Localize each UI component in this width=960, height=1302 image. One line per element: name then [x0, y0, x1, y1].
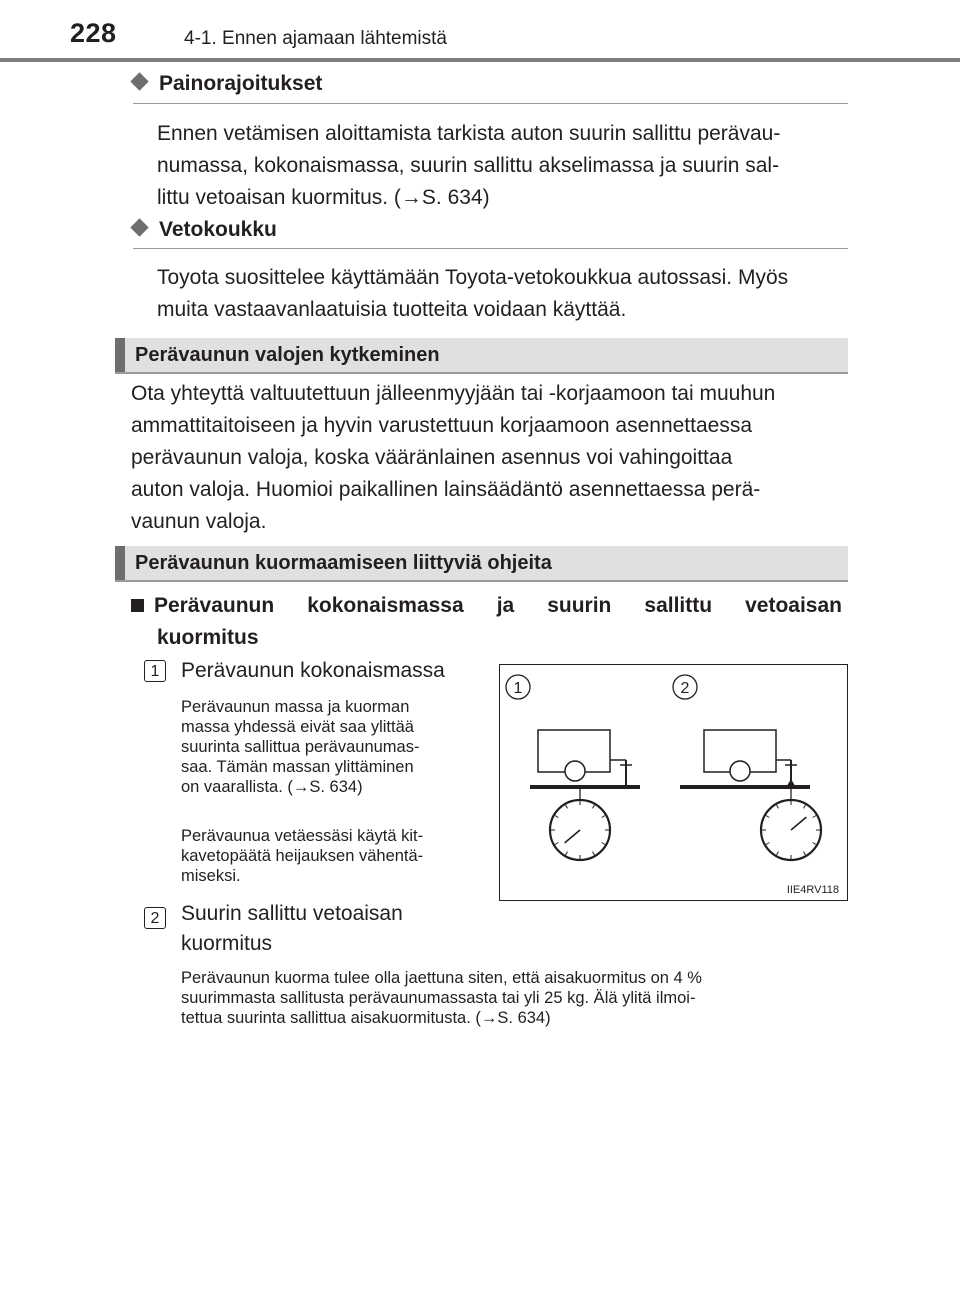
- trailer-1-diagram: [530, 730, 640, 860]
- text-line: muita vastaavanlaatuisia tuotteita voidaan käyttää.: [157, 298, 627, 321]
- towbar-heading: [133, 218, 277, 242]
- lights-section-rule: [115, 372, 848, 374]
- text-line: auton valoja. Huomioi paikallinen lainsäädäntö asennettaessa perä-: [131, 478, 761, 501]
- text-line: perävaunun valoja, koska vääränlainen asennus voi vahingoittaa: [131, 446, 733, 469]
- page-number: 228: [70, 18, 117, 48]
- trailer-2-diagram: [680, 730, 821, 860]
- towbar-heading-text: Vetokoukku: [159, 218, 277, 241]
- trailer-2-coupling-weight: [785, 779, 797, 789]
- item-1-title: Perävaunun kokonaismassa: [181, 659, 445, 682]
- diamond-bullet-icon: [130, 72, 148, 90]
- loading-section-title: Perävaunun kuormaamiseen liittyviä ohjeita: [115, 546, 848, 580]
- text-line: kuormitus: [181, 932, 273, 955]
- text-line: vaunun valoja.: [131, 510, 267, 533]
- text-line: suurinta sallittua perävaunumas-: [181, 738, 420, 756]
- heading-word: kokonaismassa: [307, 594, 464, 617]
- text-line: Ennen vetämisen aloittamista tarkista auton suurin sallittu perävau-: [157, 122, 781, 145]
- heading-word: suurin: [547, 594, 612, 617]
- text-line: numassa, kokonaismassa, suurin sallittu akselimassa ja suurin sal-: [157, 154, 780, 177]
- trailer-weight-figure: [499, 664, 848, 901]
- text-line: Perävaunun massa ja kuorman: [181, 698, 410, 716]
- text-line: saa. Tämän massan ylittäminen: [181, 758, 414, 776]
- item-2-title: [181, 899, 403, 959]
- lights-section-title: Perävaunun valojen kytkeminen: [115, 338, 848, 372]
- text-line: Suurin sallittu vetoaisan: [181, 902, 403, 925]
- lights-section-body: [131, 378, 842, 538]
- callout-2-label: 2: [680, 680, 690, 697]
- block-heading-first-word: [131, 590, 274, 622]
- diamond-bullet-icon: [130, 218, 148, 236]
- item-1-number-badge: 1: [144, 660, 166, 682]
- text-line: tettua suurinta sallittua aisakuormitusta. (→S. 634): [181, 1009, 551, 1027]
- callout-1-label: 1: [513, 680, 523, 697]
- square-bullet-icon: [131, 599, 144, 612]
- text-line: Ota yhteyttä valtuutettuun jälleenmyyjään tai -korjaamoon tai muuhun: [131, 382, 776, 405]
- text-line: kavetopäätä heijauksen vähentä-: [181, 847, 424, 865]
- item-2-number-badge: 2: [144, 907, 166, 929]
- text-line: Perävaunua vetäessäsi käytä kit-: [181, 827, 424, 845]
- item-2-description: [181, 968, 841, 1028]
- item-1-description: [181, 697, 463, 797]
- heading-word: ja: [496, 594, 515, 617]
- text-line: littu vetoaisan kuormitus. (→S. 634): [157, 186, 490, 209]
- trailer-1-wheel: [565, 761, 585, 781]
- trailer-2-wheel: [730, 761, 750, 781]
- text-line: Toyota suosittelee käyttämään Toyota-vetokoukkua autossasi. Myös: [157, 266, 789, 289]
- loading-section-rule: [115, 580, 848, 582]
- text-line: ammattitaitoiseen ja hyvin varustettuun korjaamoon asennettaessa: [131, 414, 753, 437]
- text-line: on vaarallista. (→S. 634): [181, 778, 363, 796]
- heading-word: vetoaisan: [745, 594, 842, 617]
- heading-word: Perävaunun: [154, 594, 275, 617]
- figure-code: IIE4RV118: [786, 884, 839, 896]
- block-heading: [131, 590, 842, 654]
- heading-word: sallittu: [644, 594, 713, 617]
- block-heading-line1: [131, 590, 842, 622]
- towbar-rule: [133, 248, 848, 249]
- text-line: suurimmasta sallitusta perävaunumassasta tai yli 25 kg. Älä ylitä ilmoi-: [181, 989, 696, 1007]
- towbar-body: [157, 262, 840, 326]
- section-breadcrumb: 4-1. Ennen ajamaan lähtemistä: [184, 28, 447, 49]
- header-rule: [0, 58, 960, 62]
- weight-limits-rule: [133, 103, 848, 104]
- trailer-weight-illustration: [500, 665, 847, 900]
- weight-limits-heading-text: Painorajoitukset: [159, 72, 323, 95]
- text-line: miseksi.: [181, 867, 241, 885]
- item-1-note: [181, 826, 463, 886]
- block-heading-line2: kuormitus: [157, 626, 259, 649]
- text-line: massa yhdessä eivät saa ylittää: [181, 718, 414, 736]
- weight-limits-body: [157, 118, 840, 214]
- weight-limits-heading: [133, 72, 322, 96]
- text-line: Perävaunun kuorma tulee olla jaettuna siten, että aisakuormitus on 4 %: [181, 969, 702, 987]
